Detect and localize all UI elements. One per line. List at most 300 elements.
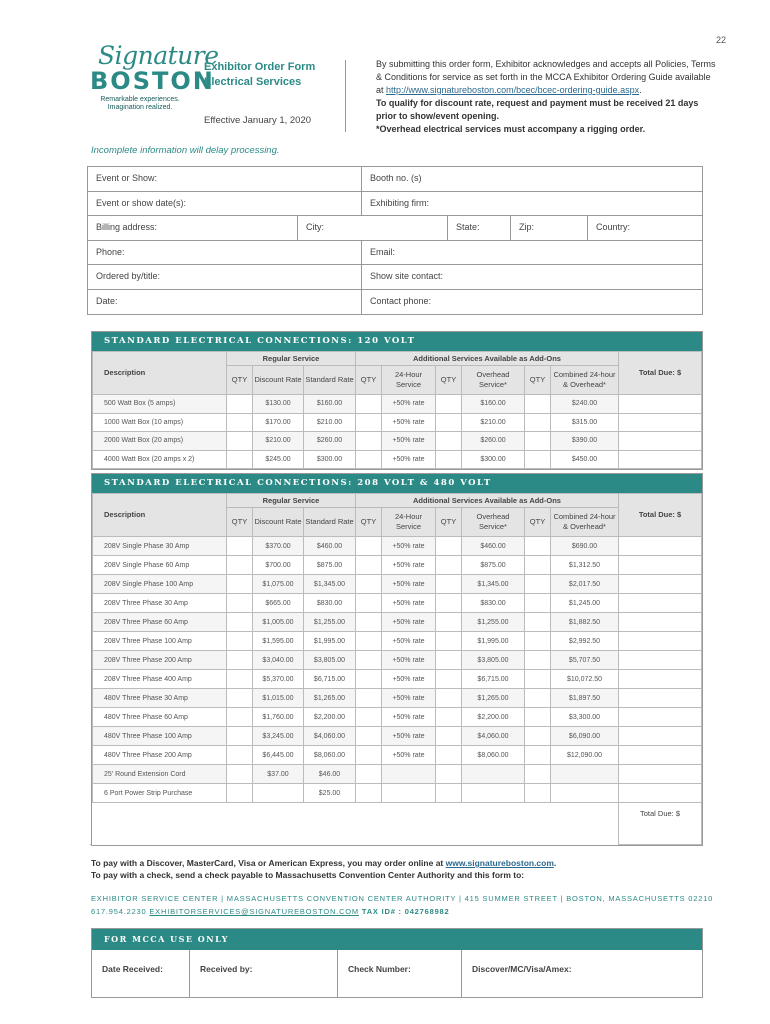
row-description: 500 Watt Box (5 amps) — [93, 395, 227, 414]
intro-line: By submitting this order form, Exhibitor acknowledges and accepts all Policies, Terms & Conditions for service as set forth in the MCCA Exhibitor Ordering Guide available at — [376, 59, 716, 95]
col-discount: Discount Rate — [253, 366, 304, 395]
ordering-guide-link[interactable]: http://www.signatureboston.com/bcec/bcec-ordering-guide.aspx — [386, 85, 640, 95]
table-row — [93, 450, 702, 469]
row-description: 480V Three Phase 30 Amp — [93, 689, 227, 708]
col-overhead: Overhead Service* — [462, 366, 525, 395]
total-due-input[interactable] — [619, 613, 702, 632]
qty-input[interactable] — [525, 670, 551, 689]
total-due-input[interactable] — [619, 413, 702, 432]
check-number-field[interactable]: Check Number: — [338, 950, 462, 997]
hour24-rate: +50% rate — [382, 613, 436, 632]
col-description: Description — [93, 494, 227, 537]
city-field[interactable]: City: — [298, 216, 448, 240]
combined-rate: $1,312.50 — [551, 556, 619, 575]
combined-rate — [551, 784, 619, 803]
col-total-due: Total Due: $ — [619, 352, 702, 395]
col-qty: QTY — [356, 508, 382, 537]
table-row — [93, 413, 702, 432]
total-due-input[interactable] — [619, 727, 702, 746]
overhead-rate: $1,265.00 — [462, 689, 525, 708]
overhead-rate: $160.00 — [462, 395, 525, 414]
table-row — [93, 651, 702, 670]
qty-input[interactable] — [227, 395, 253, 414]
col-overhead: Overhead Service* — [462, 508, 525, 537]
hour24-rate: +50% rate — [382, 708, 436, 727]
discount-rate: $3,040.00 — [253, 651, 304, 670]
standard-rate: $875.00 — [304, 556, 356, 575]
mcca-use-only — [91, 928, 703, 998]
row-description: 1000 Watt Box (10 amps) — [93, 413, 227, 432]
grand-total[interactable]: Total Due: $ — [619, 803, 702, 845]
discount-rate: $370.00 — [253, 537, 304, 556]
hour24-rate: +50% rate — [382, 395, 436, 414]
section-208-title: STANDARD ELECTRICAL CONNECTIONS: 208 VOLT & 480 VOLT — [92, 474, 702, 493]
standard-rate: $3,805.00 — [304, 651, 356, 670]
standard-rate: $8,060.00 — [304, 746, 356, 765]
standard-rate: $6,715.00 — [304, 670, 356, 689]
firm-field[interactable]: Exhibiting firm: — [370, 197, 430, 208]
overhead-rate: $3,805.00 — [462, 651, 525, 670]
combined-rate: $390.00 — [551, 432, 619, 451]
qty-input[interactable] — [525, 613, 551, 632]
col-qty: QTY — [436, 508, 462, 537]
qty-input[interactable] — [227, 537, 253, 556]
discount-rate: $130.00 — [253, 395, 304, 414]
contact-address: EXHIBITOR SERVICE CENTER | MASSACHUSETTS CONVENTION CENTER AUTHORITY | 415 SUMMER STREET | BOSTON, MASSACHUSETTS 02210 — [91, 894, 714, 903]
standard-rate: $300.00 — [304, 450, 356, 469]
logo-tagline — [86, 96, 194, 112]
qty-input[interactable] — [356, 689, 382, 708]
standard-rate: $210.00 — [304, 413, 356, 432]
discount-notice: To qualify for discount rate, request and payment must be received 21 days prior to show/event opening. — [376, 98, 699, 121]
table-row — [93, 613, 702, 632]
qty-input[interactable] — [356, 395, 382, 414]
date-field[interactable]: Date: — [88, 290, 362, 315]
logo-script: Signature — [98, 41, 219, 70]
combined-rate: $1,897.50 — [551, 689, 619, 708]
overhead-rate: $460.00 — [462, 537, 525, 556]
event-field[interactable]: Event or Show: — [88, 167, 362, 191]
row-description: 25' Round Extension Cord — [93, 765, 227, 784]
overhead-rate: $2,200.00 — [462, 708, 525, 727]
discount-rate: $210.00 — [253, 432, 304, 451]
qty-input[interactable] — [227, 670, 253, 689]
qty-input[interactable] — [227, 746, 253, 765]
table-row — [93, 784, 702, 803]
qty-input[interactable] — [525, 556, 551, 575]
qty-input[interactable] — [227, 432, 253, 451]
payment-line-1: To pay with a Discover, MasterCard, Visa or American Express, you may order online at — [91, 858, 446, 868]
col-total-due: Total Due: $ — [619, 494, 702, 537]
qty-input[interactable] — [227, 765, 253, 784]
discount-rate: $1,015.00 — [253, 689, 304, 708]
phone-field[interactable]: Phone: — [88, 241, 362, 265]
combined-rate: $3,300.00 — [551, 708, 619, 727]
total-spacer — [93, 803, 619, 845]
qty-input[interactable] — [436, 556, 462, 575]
col-qty: QTY — [525, 508, 551, 537]
qty-input[interactable] — [356, 613, 382, 632]
total-due-input[interactable] — [619, 784, 702, 803]
table-row — [93, 670, 702, 689]
qty-input[interactable] — [525, 395, 551, 414]
state-field[interactable]: State: — [448, 216, 511, 240]
qty-input[interactable] — [436, 708, 462, 727]
section-120-volt — [91, 331, 703, 470]
discount-rate: $1,005.00 — [253, 613, 304, 632]
online-order-link[interactable]: www.signatureboston.com — [445, 858, 554, 868]
total-due-input[interactable] — [619, 556, 702, 575]
combined-rate: $6,090.00 — [551, 727, 619, 746]
total-due-input[interactable] — [619, 575, 702, 594]
effective-date: Effective January 1, 2020 — [204, 115, 312, 126]
header-divider — [345, 60, 346, 132]
table-row — [93, 765, 702, 784]
qty-input[interactable] — [356, 765, 382, 784]
standard-rate: $1,345.00 — [304, 575, 356, 594]
row-description: 208V Single Phase 30 Amp — [93, 537, 227, 556]
overhead-rate — [462, 765, 525, 784]
qty-input[interactable] — [436, 632, 462, 651]
total-due-input[interactable] — [619, 632, 702, 651]
row-description: 208V Single Phase 60 Amp — [93, 556, 227, 575]
qty-input[interactable] — [525, 575, 551, 594]
qty-input[interactable] — [227, 450, 253, 469]
incomplete-notice: Incomplete information will delay processing. — [91, 145, 280, 156]
col-qty: QTY — [436, 366, 462, 395]
qty-input[interactable] — [436, 450, 462, 469]
discount-rate: $665.00 — [253, 594, 304, 613]
qty-input[interactable] — [356, 651, 382, 670]
total-due-input[interactable] — [619, 689, 702, 708]
hour24-rate: +50% rate — [382, 689, 436, 708]
total-due-input[interactable] — [619, 594, 702, 613]
date-received-field[interactable]: Date Received: — [92, 950, 190, 997]
qty-input[interactable] — [436, 765, 462, 784]
hour24-rate: +50% rate — [382, 450, 436, 469]
qty-input[interactable] — [436, 784, 462, 803]
page-number: 22 — [715, 35, 726, 45]
contact-info — [91, 892, 713, 918]
dates-field[interactable]: Event or show date(s): — [88, 192, 362, 216]
standard-rate: $2,200.00 — [304, 708, 356, 727]
row-description: 480V Three Phase 200 Amp — [93, 746, 227, 765]
combined-rate: $1,245.00 — [551, 594, 619, 613]
qty-input[interactable] — [227, 708, 253, 727]
overhead-rate: $875.00 — [462, 556, 525, 575]
combined-rate — [551, 765, 619, 784]
logo-tagline-2: Imagination realized. — [107, 104, 173, 111]
col-regular-service: Regular Service — [227, 494, 356, 508]
billing-field[interactable]: Billing address: — [88, 216, 298, 240]
intro-line-end: . — [639, 85, 642, 95]
qty-input[interactable] — [227, 575, 253, 594]
discount-rate: $5,370.00 — [253, 670, 304, 689]
qty-input[interactable] — [356, 727, 382, 746]
form-subtitle: Electrical Services — [204, 76, 302, 88]
qty-input[interactable] — [356, 575, 382, 594]
qty-input[interactable] — [356, 708, 382, 727]
combined-rate: $315.00 — [551, 413, 619, 432]
row-description: 208V Three Phase 60 Amp — [93, 613, 227, 632]
combined-rate: $240.00 — [551, 395, 619, 414]
total-due-input[interactable] — [619, 670, 702, 689]
qty-input[interactable] — [356, 670, 382, 689]
standard-rate: $1,995.00 — [304, 632, 356, 651]
qty-input[interactable] — [356, 594, 382, 613]
qty-input[interactable] — [525, 651, 551, 670]
qty-input[interactable] — [525, 727, 551, 746]
qty-input[interactable] — [525, 708, 551, 727]
overhead-rate — [462, 784, 525, 803]
col-combined: Combined 24-hour & Overhead* — [551, 508, 619, 537]
row-description: 6 Port Power Strip Purchase — [93, 784, 227, 803]
payment-line-1-end: . — [553, 858, 557, 868]
col-discount: Discount Rate — [253, 508, 304, 537]
qty-input[interactable] — [356, 450, 382, 469]
hour24-rate: +50% rate — [382, 432, 436, 451]
hour24-rate: +50% rate — [382, 575, 436, 594]
hour24-rate: +50% rate — [382, 537, 436, 556]
qty-input[interactable] — [356, 432, 382, 451]
discount-rate: $1,595.00 — [253, 632, 304, 651]
table-row — [93, 432, 702, 451]
site-contact-field[interactable]: Show site contact: — [370, 271, 444, 281]
table-120-volt — [92, 351, 702, 469]
total-due-input[interactable] — [619, 651, 702, 670]
qty-input[interactable] — [525, 765, 551, 784]
marker-dot: . — [89, 838, 92, 847]
qty-input[interactable] — [436, 727, 462, 746]
form-title — [204, 60, 315, 90]
total-due-input[interactable] — [619, 765, 702, 784]
qty-input[interactable] — [227, 651, 253, 670]
overhead-rate: $6,715.00 — [462, 670, 525, 689]
qty-input[interactable] — [436, 689, 462, 708]
qty-input[interactable] — [525, 746, 551, 765]
received-by-field[interactable]: Received by: — [190, 950, 338, 997]
total-due-input[interactable] — [619, 432, 702, 451]
qty-input[interactable] — [525, 432, 551, 451]
col-qty: QTY — [525, 366, 551, 395]
row-description: 2000 Watt Box (20 amps) — [93, 432, 227, 451]
row-description: 480V Three Phase 100 Amp — [93, 727, 227, 746]
col-24-hour: 24-Hour Service — [382, 508, 436, 537]
overhead-rate: $4,060.00 — [462, 727, 525, 746]
qty-input[interactable] — [525, 594, 551, 613]
table-row — [93, 708, 702, 727]
qty-input[interactable] — [436, 746, 462, 765]
hour24-rate: +50% rate — [382, 556, 436, 575]
hour24-rate: +50% rate — [382, 632, 436, 651]
discount-rate: $170.00 — [253, 413, 304, 432]
table-row — [93, 632, 702, 651]
qty-input[interactable] — [436, 613, 462, 632]
overhead-rate: $210.00 — [462, 413, 525, 432]
col-standard: Standard Rate — [304, 508, 356, 537]
signature-boston-logo — [86, 41, 219, 112]
qty-input[interactable] — [525, 413, 551, 432]
qty-input[interactable] — [227, 413, 253, 432]
col-standard: Standard Rate — [304, 366, 356, 395]
standard-rate: $46.00 — [304, 765, 356, 784]
overhead-rate: $260.00 — [462, 432, 525, 451]
hour24-rate: +50% rate — [382, 594, 436, 613]
qty-input[interactable] — [525, 450, 551, 469]
combined-rate: $2,992.50 — [551, 632, 619, 651]
ordered-by-field[interactable]: Ordered by/title: — [88, 265, 362, 289]
qty-input[interactable] — [356, 556, 382, 575]
hour24-rate — [382, 784, 436, 803]
discount-rate — [253, 784, 304, 803]
qty-input[interactable] — [227, 632, 253, 651]
mcca-title: FOR MCCA USE ONLY — [92, 929, 702, 950]
total-due-input[interactable] — [619, 708, 702, 727]
contact-tax-id: TAX ID# : 042768982 — [361, 907, 450, 916]
qty-input[interactable] — [356, 746, 382, 765]
payment-instructions — [91, 857, 556, 881]
hour24-rate: +50% rate — [382, 727, 436, 746]
hour24-rate: +50% rate — [382, 413, 436, 432]
combined-rate: $5,707.50 — [551, 651, 619, 670]
hour24-rate: +50% rate — [382, 651, 436, 670]
col-combined: Combined 24-hour & Overhead* — [551, 366, 619, 395]
discount-rate: $1,075.00 — [253, 575, 304, 594]
contact-email-link[interactable]: EXHIBITORSERVICES@SIGNATUREBOSTON.COM — [149, 907, 359, 916]
booth-field[interactable]: Booth no. (s) — [370, 173, 422, 183]
overhead-notice: *Overhead electrical services must accompany a rigging order. — [376, 124, 646, 134]
standard-rate: $160.00 — [304, 395, 356, 414]
combined-rate: $1,882.50 — [551, 613, 619, 632]
table-row — [93, 395, 702, 414]
total-due-input[interactable] — [619, 395, 702, 414]
hour24-rate — [382, 765, 436, 784]
total-due-input[interactable] — [619, 746, 702, 765]
standard-rate: $1,255.00 — [304, 613, 356, 632]
discount-rate: $245.00 — [253, 450, 304, 469]
col-additional-services: Additional Services Available as Add-Ons — [356, 494, 619, 508]
standard-rate: $830.00 — [304, 594, 356, 613]
row-description: 480V Three Phase 60 Amp — [93, 708, 227, 727]
exhibitor-info-table — [87, 166, 703, 315]
qty-input[interactable] — [227, 594, 253, 613]
logo-tagline-1: Remarkable experiences. — [100, 96, 180, 103]
qty-input[interactable] — [436, 413, 462, 432]
standard-rate: $460.00 — [304, 537, 356, 556]
qty-input[interactable] — [525, 784, 551, 803]
overhead-rate: $830.00 — [462, 594, 525, 613]
row-description: 208V Single Phase 100 Amp — [93, 575, 227, 594]
section-208-480-volt — [91, 473, 703, 846]
payment-line-2: To pay with a check, send a check payable to Massachusetts Convention Center Authority and this form to: — [91, 870, 525, 880]
contact-phone-field[interactable]: Contact phone: — [370, 295, 432, 306]
qty-input[interactable] — [436, 537, 462, 556]
contact-phone: 617.954.2230 — [91, 907, 147, 916]
table-208-480-volt — [92, 493, 702, 845]
combined-rate: $10,072.50 — [551, 670, 619, 689]
qty-input[interactable] — [436, 594, 462, 613]
qty-input[interactable] — [356, 413, 382, 432]
discount-rate: $3,245.00 — [253, 727, 304, 746]
qty-input[interactable] — [356, 632, 382, 651]
email-field[interactable]: Email: — [370, 246, 396, 257]
discount-rate: $37.00 — [253, 765, 304, 784]
qty-input[interactable] — [525, 537, 551, 556]
row-description: 208V Three Phase 30 Amp — [93, 594, 227, 613]
qty-input[interactable] — [227, 689, 253, 708]
table-row — [93, 537, 702, 556]
discount-rate: $6,445.00 — [253, 746, 304, 765]
total-due-input[interactable] — [619, 450, 702, 469]
zip-field[interactable]: Zip: — [511, 216, 588, 240]
combined-rate: $2,017.50 — [551, 575, 619, 594]
col-description: Description — [93, 352, 227, 395]
table-row — [93, 689, 702, 708]
form-title-main: Exhibitor Order Form — [204, 61, 316, 73]
qty-input[interactable] — [525, 689, 551, 708]
overhead-rate: $300.00 — [462, 450, 525, 469]
qty-input[interactable] — [436, 395, 462, 414]
combined-rate: $12,090.00 — [551, 746, 619, 765]
hour24-rate: +50% rate — [382, 746, 436, 765]
qty-input[interactable] — [227, 727, 253, 746]
qty-input[interactable] — [436, 651, 462, 670]
overhead-rate: $1,995.00 — [462, 632, 525, 651]
qty-input[interactable] — [227, 556, 253, 575]
qty-input[interactable] — [436, 432, 462, 451]
card-field[interactable]: Discover/MC/Visa/Amex: — [472, 964, 572, 974]
row-description: 208V Three Phase 200 Amp — [93, 651, 227, 670]
col-24-hour: 24-Hour Service — [382, 366, 436, 395]
combined-rate: $690.00 — [551, 537, 619, 556]
qty-input[interactable] — [436, 670, 462, 689]
col-additional-services: Additional Services Available as Add-Ons — [356, 352, 619, 366]
discount-rate: $700.00 — [253, 556, 304, 575]
standard-rate: $1,265.00 — [304, 689, 356, 708]
logo-city: BOSTON — [90, 67, 215, 95]
overhead-rate: $1,255.00 — [462, 613, 525, 632]
standard-rate: $4,060.00 — [304, 727, 356, 746]
qty-input[interactable] — [436, 575, 462, 594]
qty-input[interactable] — [227, 784, 253, 803]
row-description: 208V Three Phase 400 Amp — [93, 670, 227, 689]
row-description: 208V Three Phase 100 Amp — [93, 632, 227, 651]
section-120-title: STANDARD ELECTRICAL CONNECTIONS: 120 VOLT — [92, 332, 702, 351]
combined-rate: $450.00 — [551, 450, 619, 469]
country-field[interactable]: Country: — [596, 222, 631, 232]
table-row — [93, 556, 702, 575]
standard-rate: $260.00 — [304, 432, 356, 451]
standard-rate: $25.00 — [304, 784, 356, 803]
qty-input[interactable] — [356, 537, 382, 556]
col-regular-service: Regular Service — [227, 352, 356, 366]
col-qty: QTY — [227, 508, 253, 537]
total-due-input[interactable] — [619, 537, 702, 556]
table-row — [93, 575, 702, 594]
intro-text — [376, 58, 716, 136]
row-description: 4000 Watt Box (20 amps x 2) — [93, 450, 227, 469]
col-qty: QTY — [356, 366, 382, 395]
qty-input[interactable] — [356, 784, 382, 803]
table-row — [93, 727, 702, 746]
qty-input[interactable] — [525, 632, 551, 651]
table-row — [93, 746, 702, 765]
discount-rate: $1,760.00 — [253, 708, 304, 727]
col-qty: QTY — [227, 366, 253, 395]
hour24-rate: +50% rate — [382, 670, 436, 689]
table-row — [93, 594, 702, 613]
qty-input[interactable] — [227, 613, 253, 632]
